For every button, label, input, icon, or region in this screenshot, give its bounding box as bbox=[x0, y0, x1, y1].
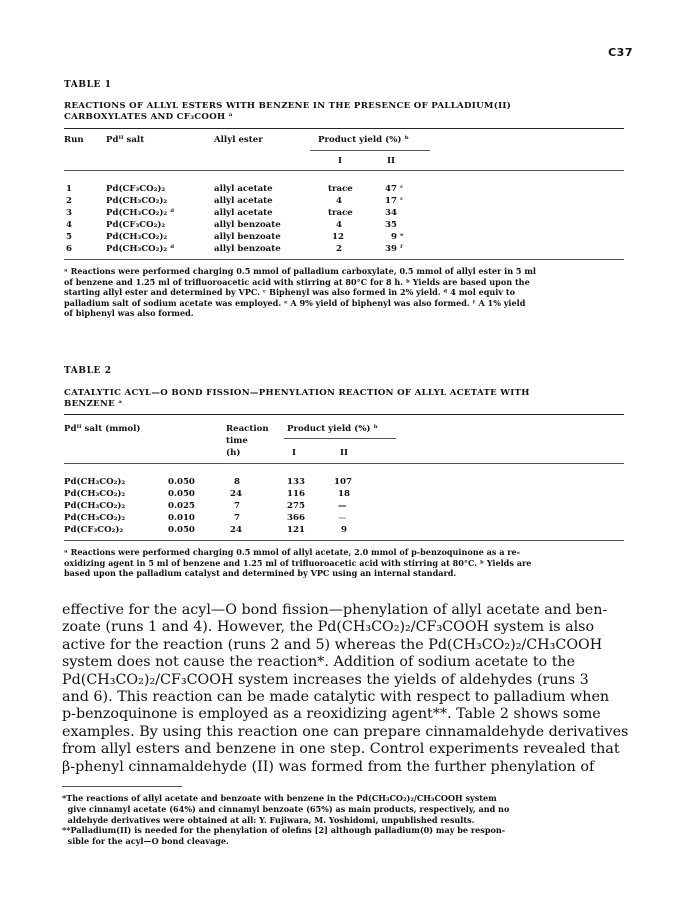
footnote-line: starting allyl ester and determined by VPC. ᶜ Biphenyl was also formed in 2% yield. ᵈ 4 mol equiv to bbox=[64, 287, 516, 297]
table2-header-rule bbox=[64, 463, 624, 464]
cell-time: 8 bbox=[234, 477, 240, 487]
footnote-line: ᵃ Reactions were performed charging 0.5 mmol of palladium carboxylate, 0.5 mmol of allyl ester in 5 ml bbox=[64, 266, 537, 276]
cell-salt: Pd(CF₃CO₂)₂ bbox=[106, 184, 166, 194]
cell-run: 5 bbox=[66, 232, 72, 242]
cell-salt: Pd(CH₃CO₂)₂ bbox=[106, 196, 168, 206]
cell-ester: allyl acetate bbox=[214, 184, 273, 194]
table1-header-yield: Product yield (%) ᵇ bbox=[318, 135, 409, 145]
table1-bottom-rule bbox=[64, 259, 624, 260]
body-line: and 6). This reaction can be made catalytic with respect to palladium when bbox=[62, 689, 610, 706]
footnote-line: of benzene and 1.25 ml of trifluoroacetic acid with stirring at 80°C for 8 h. ᵇ Yields are based upon the bbox=[64, 276, 530, 287]
cell-salt: Pd(CF₃CO₂)₂ bbox=[106, 220, 166, 230]
cell-salt: Pd(CH₃CO₂)₂ bbox=[64, 477, 126, 487]
cell-yield-I: 12 bbox=[332, 232, 344, 242]
footnote-line: palladium salt of sodium acetate was employed. ᵉ A 9% yield of biphenyl was also formed. ᶠ A 1% yield bbox=[64, 297, 526, 308]
cell-yield-II: 35 bbox=[385, 220, 397, 230]
table1-top-rule bbox=[64, 128, 624, 129]
footnote-line: ᵃ Reactions were performed charging 0.5 mmol of allyl acetate, 2.0 mmol of p-benzoquinone as a re- bbox=[64, 547, 521, 557]
table1-header-run: Run bbox=[64, 135, 84, 145]
cell-yield-II: 47 ᶜ bbox=[385, 184, 404, 194]
table2-footnotes bbox=[64, 547, 624, 579]
body-line: active for the reaction (runs 2 and 5) whereas the Pd(CH₃CO₂)₂/CH₃COOH bbox=[62, 636, 603, 653]
cell-yield-II: 9 bbox=[341, 525, 347, 535]
table2-header-salt: Pdᴵᴵ salt (mmol) bbox=[64, 424, 141, 434]
cell-mmol: 0.025 bbox=[168, 501, 195, 511]
footnote-line: sible for the acyl—O bond cleavage. bbox=[62, 836, 229, 847]
table1-header-II: II bbox=[387, 156, 396, 166]
cell-yield-I: trace bbox=[328, 184, 353, 194]
table2-bottom-rule bbox=[64, 540, 624, 541]
cell-ester: allyl benzoate bbox=[214, 244, 281, 254]
table2-title bbox=[64, 388, 624, 410]
cell-salt: Pd(CH₃CO₂)₂ bbox=[64, 489, 126, 499]
cell-yield-I: 133 bbox=[287, 477, 305, 487]
footnote-line: *The reactions of allyl acetate and benzoate with benzene in the Pd(CH₃CO₂)₂/CH₃COOH system bbox=[62, 793, 497, 803]
table2-header-I: I bbox=[292, 448, 297, 458]
cell-run: 3 bbox=[66, 208, 72, 218]
table1-subheader-rule bbox=[310, 150, 430, 151]
body-paragraph bbox=[62, 602, 627, 776]
cell-time: 7 bbox=[234, 513, 240, 523]
cell-time: 24 bbox=[230, 525, 242, 535]
cell-run: 1 bbox=[66, 184, 72, 194]
cell-run: 2 bbox=[66, 196, 72, 206]
footnote-line: of biphenyl was also formed. bbox=[64, 308, 194, 318]
table1-header-ester: Allyl ester bbox=[214, 135, 263, 145]
cell-time: 24 bbox=[230, 489, 242, 499]
cell-salt: Pd(CF₃CO₂)₂ bbox=[64, 525, 124, 535]
footnote-line: **Palladium(II) is needed for the phenylation of olefins [2] although palladium(0) may be respon- bbox=[62, 825, 506, 836]
cell-yield-I: 116 bbox=[287, 489, 305, 499]
cell-salt: Pd(CH₃CO₂)₂ bbox=[64, 501, 126, 511]
table2-title-line: CATALYTIC ACYL—O BOND FISSION—PHENYLATION REACTION OF ALLYL ACETATE WITH bbox=[64, 388, 530, 398]
cell-yield-I: 366 bbox=[287, 513, 305, 523]
table1-header-I: I bbox=[338, 156, 343, 166]
cell-ester: allyl acetate bbox=[214, 208, 273, 218]
cell-yield-I: trace bbox=[328, 208, 353, 218]
body-line: system does not cause the reaction*. Addition of sodium acetate to the bbox=[62, 654, 576, 671]
cell-yield-II: 39 ᶠ bbox=[385, 244, 404, 254]
cell-mmol: 0.050 bbox=[168, 477, 195, 487]
body-line: from allyl esters and benzene in one step. Control experiments revealed that bbox=[62, 741, 620, 758]
table1-title-line: REACTIONS OF ALLYL ESTERS WITH BENZENE IN THE PRESENCE OF PALLADIUM(II) bbox=[64, 101, 512, 111]
cell-yield-II: 18 bbox=[338, 489, 350, 499]
cell-yield-II: — bbox=[338, 513, 347, 523]
body-line: p-benzoquinone is employed as a reoxidizing agent**. Table 2 shows some bbox=[62, 706, 601, 723]
cell-yield-II: 9 ᵉ bbox=[391, 232, 404, 242]
footnote-line: aldehyde derivatives were obtained at all: Y. Fujiwara, M. Yoshidomi, unpublished results. bbox=[62, 814, 475, 825]
cell-mmol: 0.050 bbox=[168, 489, 195, 499]
table2-top-rule bbox=[64, 414, 624, 415]
cell-run: 4 bbox=[66, 220, 72, 230]
table2-header-time-l2: time bbox=[226, 436, 248, 446]
body-line: zoate (runs 1 and 4). However, the Pd(CH₃CO₂)₂/CF₃COOH system is also bbox=[62, 619, 595, 636]
table2-subheader-rule bbox=[284, 438, 396, 439]
table2-header-time-l1: Reaction bbox=[226, 424, 269, 434]
cell-ester: allyl benzoate bbox=[214, 220, 281, 230]
cell-yield-I: 2 bbox=[336, 244, 342, 254]
table2-label: TABLE 2 bbox=[64, 366, 112, 376]
table1-footnotes bbox=[64, 266, 624, 319]
cell-yield-II: — bbox=[338, 501, 347, 511]
cell-run: 6 bbox=[66, 244, 72, 254]
table1-title-line: CARBOXYLATES AND CF₃COOH ᵃ bbox=[64, 112, 233, 122]
table1-header-salt: Pdᴵᴵ salt bbox=[106, 135, 145, 145]
page-footnotes bbox=[62, 793, 627, 847]
cell-yield-I: 4 bbox=[336, 196, 342, 206]
body-line: β-phenyl cinnamaldehyde (II) was formed from the further phenylation of bbox=[62, 758, 595, 775]
footnote-separator bbox=[62, 786, 182, 787]
cell-yield-II: 107 bbox=[334, 477, 352, 487]
cell-time: 7 bbox=[234, 501, 240, 511]
table1-header-rule bbox=[64, 170, 624, 171]
footnote-line: oxidizing agent in 5 ml of benzene and 1.25 ml of trifluoroacetic acid with stirring at 80°C. ᵇ Yields are bbox=[64, 557, 532, 568]
cell-salt: Pd(CH₃CO₂)₂ bbox=[106, 232, 168, 242]
footnote-line: based upon the palladium catalyst and determined by VPC using an internal standard. bbox=[64, 568, 457, 578]
body-line: Pd(CH₃CO₂)₂/CF₃COOH system increases the yields of aldehydes (runs 3 bbox=[62, 671, 589, 688]
body-line: effective for the acyl—O bond fission—phenylation of allyl acetate and ben- bbox=[62, 602, 608, 618]
cell-yield-I: 121 bbox=[287, 525, 305, 535]
table2-title-line: BENZENE ᵃ bbox=[64, 399, 123, 409]
cell-salt: Pd(CH₃CO₂)₂ bbox=[64, 513, 126, 523]
cell-salt: Pd(CH₃CO₂)₂ ᵈ bbox=[106, 244, 175, 254]
cell-yield-II: 17 ᶜ bbox=[385, 196, 404, 206]
table2-header-II: II bbox=[340, 448, 349, 458]
cell-yield-I: 275 bbox=[287, 501, 305, 511]
cell-yield-II: 34 bbox=[385, 208, 397, 218]
footnote-line: give cinnamyl acetate (64%) and cinnamyl benzoate (65%) as main products, respectively, and no bbox=[62, 803, 510, 814]
page-number: C37 bbox=[608, 46, 633, 59]
cell-ester: allyl acetate bbox=[214, 196, 273, 206]
cell-ester: allyl benzoate bbox=[214, 232, 281, 242]
table2-header-yield: Product yield (%) ᵇ bbox=[287, 424, 378, 434]
table1-label: TABLE 1 bbox=[64, 80, 112, 90]
cell-salt: Pd(CH₃CO₂)₂ ᵈ bbox=[106, 208, 175, 218]
body-line: examples. By using this reaction one can prepare cinnamaldehyde derivatives bbox=[62, 723, 629, 740]
cell-yield-I: 4 bbox=[336, 220, 342, 230]
table2-header-time-l3: (h) bbox=[226, 448, 241, 458]
table1-title bbox=[64, 101, 624, 123]
cell-mmol: 0.050 bbox=[168, 525, 195, 535]
cell-mmol: 0.010 bbox=[168, 513, 195, 523]
